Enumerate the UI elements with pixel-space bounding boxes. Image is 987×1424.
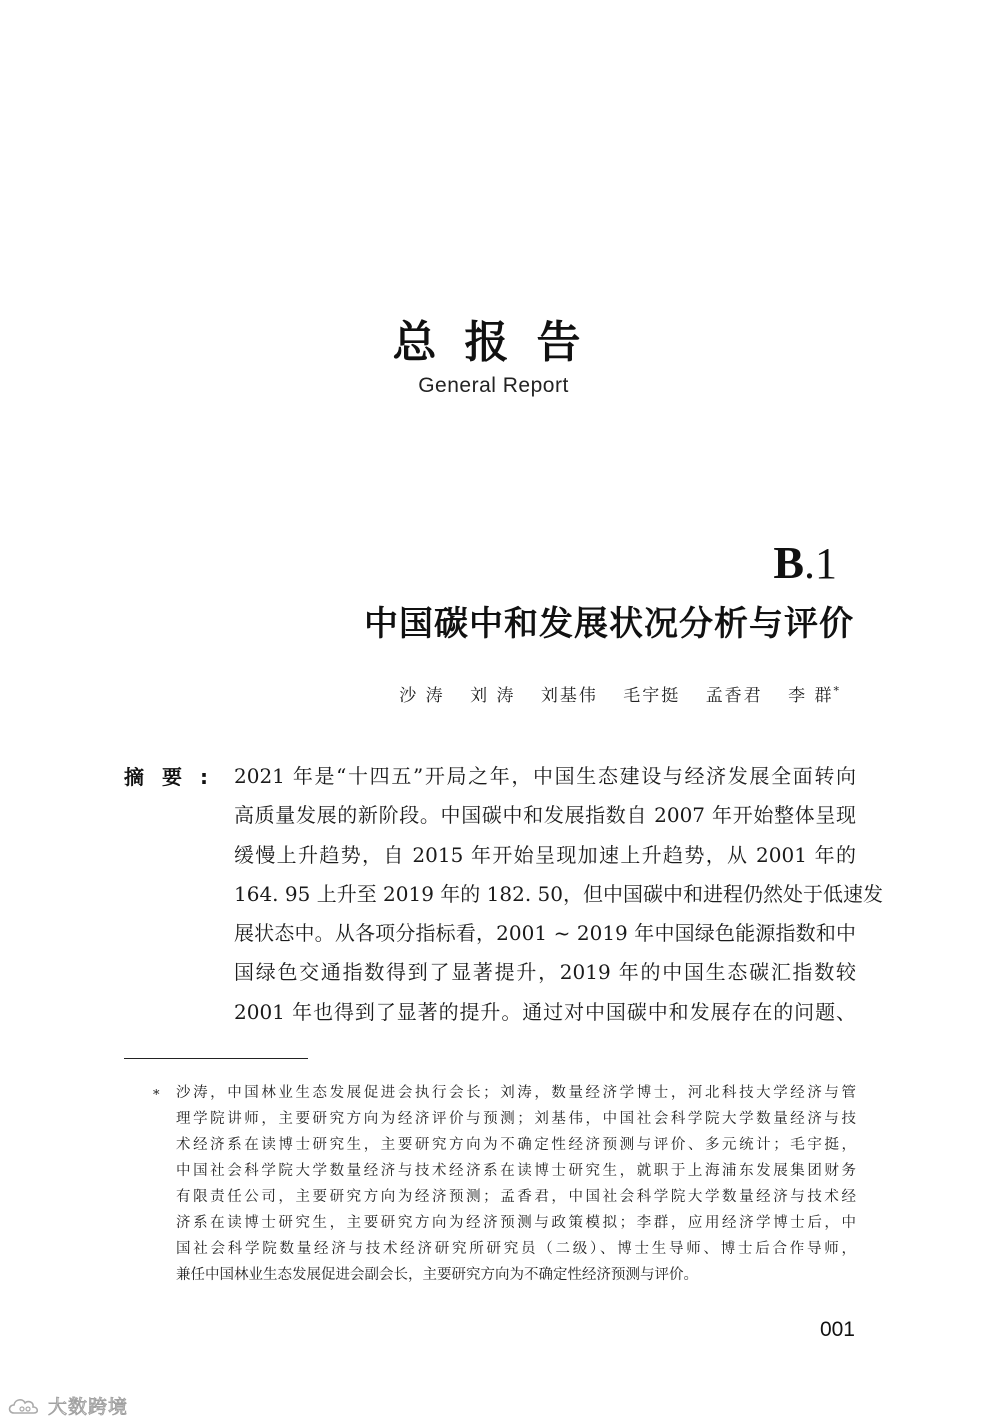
footnote-line: 济系在读博士研究生，主要研究方向为经济预测与政策模拟；李群，应用经济学博士后，中 (176, 1215, 856, 1231)
abstract-label: 摘要: (124, 765, 226, 789)
footnote-line: 国社会科学院数量经济与技术经济研究所研究员（二级）、博士生导师、博士后合作导师， (176, 1241, 856, 1257)
abstract-line: 缓慢上升趋势，自 2015 年开始呈现加速上升趋势，从 2001 年的 (234, 842, 856, 867)
author-note-marker: * (833, 684, 841, 698)
abstract-line: 2001 年也得到了显著的提升。通过对中国碳中和发展存在的问题、 (234, 999, 856, 1024)
abstract-line: 2021 年是“十四五”开局之年，中国生态建设与经济发展全面转向 (234, 764, 856, 788)
author-name: 李 群 (788, 686, 834, 706)
footnote-line: 术经济系在读博士研究生，主要研究方向为不确定性经济预测与评价、多元统计；毛宇挺， (176, 1137, 856, 1153)
abstract-line: 展状态中。从各项分指标看，2001 ~ 2019 年中国绿色能源指数和中 (234, 921, 856, 946)
part-title: 总报告 (392, 317, 609, 368)
author-name: 刘基伟 (540, 686, 598, 706)
cloud-logo-icon (6, 1394, 44, 1418)
author-list (381, 681, 841, 706)
chapter-title: 中国碳中和发展状况分析与评价 (364, 604, 854, 644)
part-subtitle: General Report (418, 374, 569, 397)
footnote-line: 有限责任公司，主要研究方向为经济预测；孟香君，中国社会科学院大学数量经济与技术经 (176, 1189, 856, 1205)
footnote-line: 兼任中国林业生态发展促进会副会长，主要研究方向为不确定性经济预测与评价。 (176, 1267, 698, 1283)
footnote-line: 理学院讲师，主要研究方向为经济评价与预测；刘基伟，中国社会科学院大学数量经济与技 (176, 1111, 856, 1127)
abstract-line: 国绿色交通指数得到了显著提升，2019 年的中国生态碳汇指数较 (234, 960, 856, 985)
chapter-code-letter: B (773, 537, 804, 588)
author-name: 孟香君 (705, 686, 763, 706)
author-footnote (176, 1080, 856, 1288)
footnote-divider (124, 1058, 308, 1059)
abstract-line: 164. 95 上升至 2019 年的 182. 50，但中国碳中和进程仍然处于低速发 (234, 881, 884, 906)
footnote-line: 沙涛，中国林业生态发展促进会执行会长；刘涛，数量经济学博士，河北科技大学经济与管 (176, 1085, 856, 1101)
footnote-marker: * (153, 1088, 160, 1103)
footnote-line: 中国社会科学院大学数量经济与技术经济系在读博士研究生，就职于上海浦东发展集团财务 (176, 1163, 856, 1179)
chapter-code-number: .1 (804, 539, 837, 588)
author-name: 毛宇挺 (623, 686, 681, 706)
abstract-line: 高质量发展的新阶段。中国碳中和发展指数自 2007 年开始整体呈现 (234, 803, 856, 828)
chapter-code (773, 536, 837, 589)
page-number: 001 (819, 1318, 855, 1341)
author-name: 沙 涛 (399, 686, 445, 706)
author-name: 刘 涛 (470, 686, 516, 706)
watermark (6, 1392, 128, 1419)
watermark-text: 大数跨境 (48, 1396, 129, 1418)
abstract-body (234, 757, 884, 1032)
